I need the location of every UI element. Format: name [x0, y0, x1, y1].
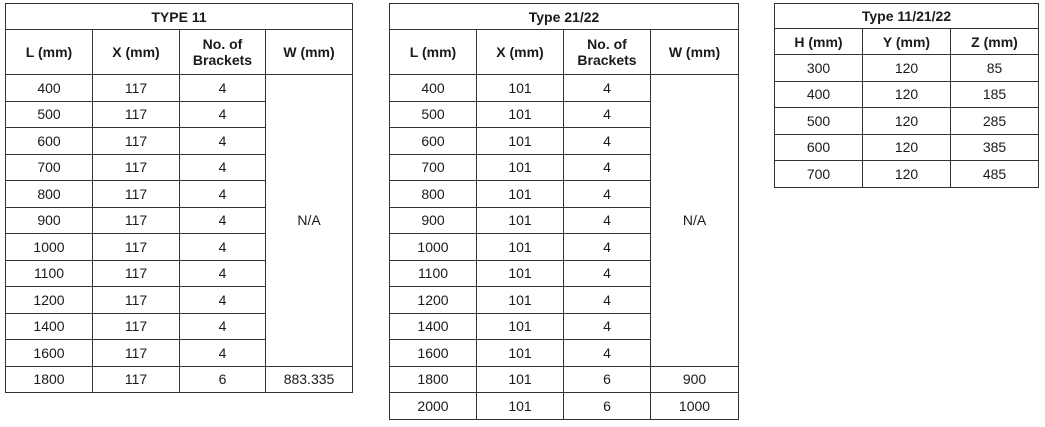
column-header: H (mm) [775, 29, 863, 55]
table-cell: 117 [93, 128, 180, 155]
table-row [390, 366, 739, 393]
table-cell: 117 [93, 75, 180, 102]
table-cell: 101 [477, 366, 564, 393]
type-21-22-table [389, 3, 739, 420]
table-cell: 120 [863, 81, 951, 108]
table-cell: 1200 [390, 287, 477, 314]
table-cell: 117 [93, 287, 180, 314]
table-cell: 1100 [390, 260, 477, 287]
column-header: W (mm) [266, 30, 353, 75]
table-cell: 101 [477, 340, 564, 367]
table-row [775, 55, 1039, 82]
table-title: Type 11/21/22 [775, 4, 1039, 29]
table-cell: 4 [180, 340, 266, 367]
table-cell: 1400 [6, 313, 93, 340]
table-cell: 101 [477, 313, 564, 340]
table-cell: 101 [477, 234, 564, 261]
column-header: Z (mm) [951, 29, 1039, 55]
table-title-row [775, 4, 1039, 29]
table-cell: 900 [6, 207, 93, 234]
column-header: X (mm) [93, 30, 180, 75]
table-cell: 4 [180, 75, 266, 102]
column-header: No. of Brackets [564, 30, 651, 75]
table-row [6, 366, 353, 393]
table-cell: 1100 [6, 260, 93, 287]
table-cell: 117 [93, 260, 180, 287]
table-cell: 6 [180, 366, 266, 393]
table-title: TYPE 11 [6, 4, 353, 30]
table-cell: 1600 [390, 340, 477, 367]
table-cell: 400 [6, 75, 93, 102]
table-cell: 700 [390, 154, 477, 181]
table-cell: 117 [93, 154, 180, 181]
table-cell: 883.335 [266, 366, 353, 393]
table-cell: 117 [93, 207, 180, 234]
merged-w-cell: N/A [266, 75, 353, 367]
table-cell: 500 [775, 108, 863, 135]
table-cell: 2000 [390, 393, 477, 420]
table-cell: 1000 [651, 393, 739, 420]
table-cell: 800 [390, 181, 477, 208]
table-cell: 1000 [6, 234, 93, 261]
table-cell: 120 [863, 134, 951, 161]
table-cell: 6 [564, 393, 651, 420]
table-cell: 4 [180, 260, 266, 287]
table-cell: 117 [93, 234, 180, 261]
table-cell: 4 [564, 207, 651, 234]
table-cell: 900 [651, 366, 739, 393]
type-11-table [5, 3, 353, 393]
table-cell: 4 [564, 181, 651, 208]
column-header: L (mm) [6, 30, 93, 75]
table-cell: 117 [93, 313, 180, 340]
table-cell: 4 [564, 340, 651, 367]
table-cell: 1800 [390, 366, 477, 393]
table-cell: 400 [390, 75, 477, 102]
table-cell: 1800 [6, 366, 93, 393]
table-row [6, 75, 353, 102]
merged-w-cell: N/A [651, 75, 739, 367]
table-cell: 1600 [6, 340, 93, 367]
table-cell: 4 [180, 101, 266, 128]
column-header: L (mm) [390, 30, 477, 75]
table-cell: 117 [93, 340, 180, 367]
table-header-row [390, 30, 739, 75]
table-row [390, 393, 739, 420]
table-cell: 4 [180, 128, 266, 155]
table-cell: 4 [180, 181, 266, 208]
table-cell: 101 [477, 154, 564, 181]
table-cell: 4 [180, 287, 266, 314]
table-cell: 101 [477, 75, 564, 102]
table-cell: 6 [564, 366, 651, 393]
table-cell: 385 [951, 134, 1039, 161]
column-header: X (mm) [477, 30, 564, 75]
table-cell: 101 [477, 260, 564, 287]
table-cell: 101 [477, 287, 564, 314]
table-cell: 4 [564, 101, 651, 128]
table-cell: 120 [863, 161, 951, 188]
table-cell: 4 [564, 287, 651, 314]
table-row [775, 161, 1039, 188]
table-cell: 700 [775, 161, 863, 188]
table-cell: 900 [390, 207, 477, 234]
table-title: Type 21/22 [390, 4, 739, 30]
table-cell: 4 [180, 313, 266, 340]
table-cell: 120 [863, 55, 951, 82]
table-row [775, 81, 1039, 108]
table-cell: 4 [564, 234, 651, 261]
table-cell: 4 [564, 75, 651, 102]
table-cell: 185 [951, 81, 1039, 108]
table-cell: 4 [180, 234, 266, 261]
table-cell: 117 [93, 181, 180, 208]
table-row [775, 134, 1039, 161]
table-cell: 117 [93, 101, 180, 128]
table-cell: 285 [951, 108, 1039, 135]
table-cell: 500 [390, 101, 477, 128]
table-cell: 4 [180, 207, 266, 234]
type-11-21-22-table [774, 3, 1039, 188]
column-header: No. of Brackets [180, 30, 266, 75]
table-cell: 485 [951, 161, 1039, 188]
table-cell: 117 [93, 366, 180, 393]
table-cell: 600 [775, 134, 863, 161]
table-cell: 4 [564, 128, 651, 155]
table-cell: 1000 [390, 234, 477, 261]
table-title-row [390, 4, 739, 30]
table-cell: 600 [6, 128, 93, 155]
table-cell: 4 [564, 154, 651, 181]
table-cell: 85 [951, 55, 1039, 82]
table-cell: 500 [6, 101, 93, 128]
table-row [390, 75, 739, 102]
table-cell: 1200 [6, 287, 93, 314]
table-cell: 300 [775, 55, 863, 82]
table-row [775, 108, 1039, 135]
table-cell: 1400 [390, 313, 477, 340]
table-header-row [775, 29, 1039, 55]
table-cell: 101 [477, 207, 564, 234]
table-cell: 600 [390, 128, 477, 155]
column-header: W (mm) [651, 30, 739, 75]
table-cell: 101 [477, 101, 564, 128]
column-header: Y (mm) [863, 29, 951, 55]
table-header-row [6, 30, 353, 75]
table-cell: 4 [180, 154, 266, 181]
table-cell: 800 [6, 181, 93, 208]
table-cell: 4 [564, 260, 651, 287]
table-cell: 4 [564, 313, 651, 340]
table-cell: 400 [775, 81, 863, 108]
table-cell: 700 [6, 154, 93, 181]
table-cell: 101 [477, 393, 564, 420]
table-cell: 101 [477, 128, 564, 155]
table-cell: 101 [477, 181, 564, 208]
table-cell: 120 [863, 108, 951, 135]
table-title-row [6, 4, 353, 30]
